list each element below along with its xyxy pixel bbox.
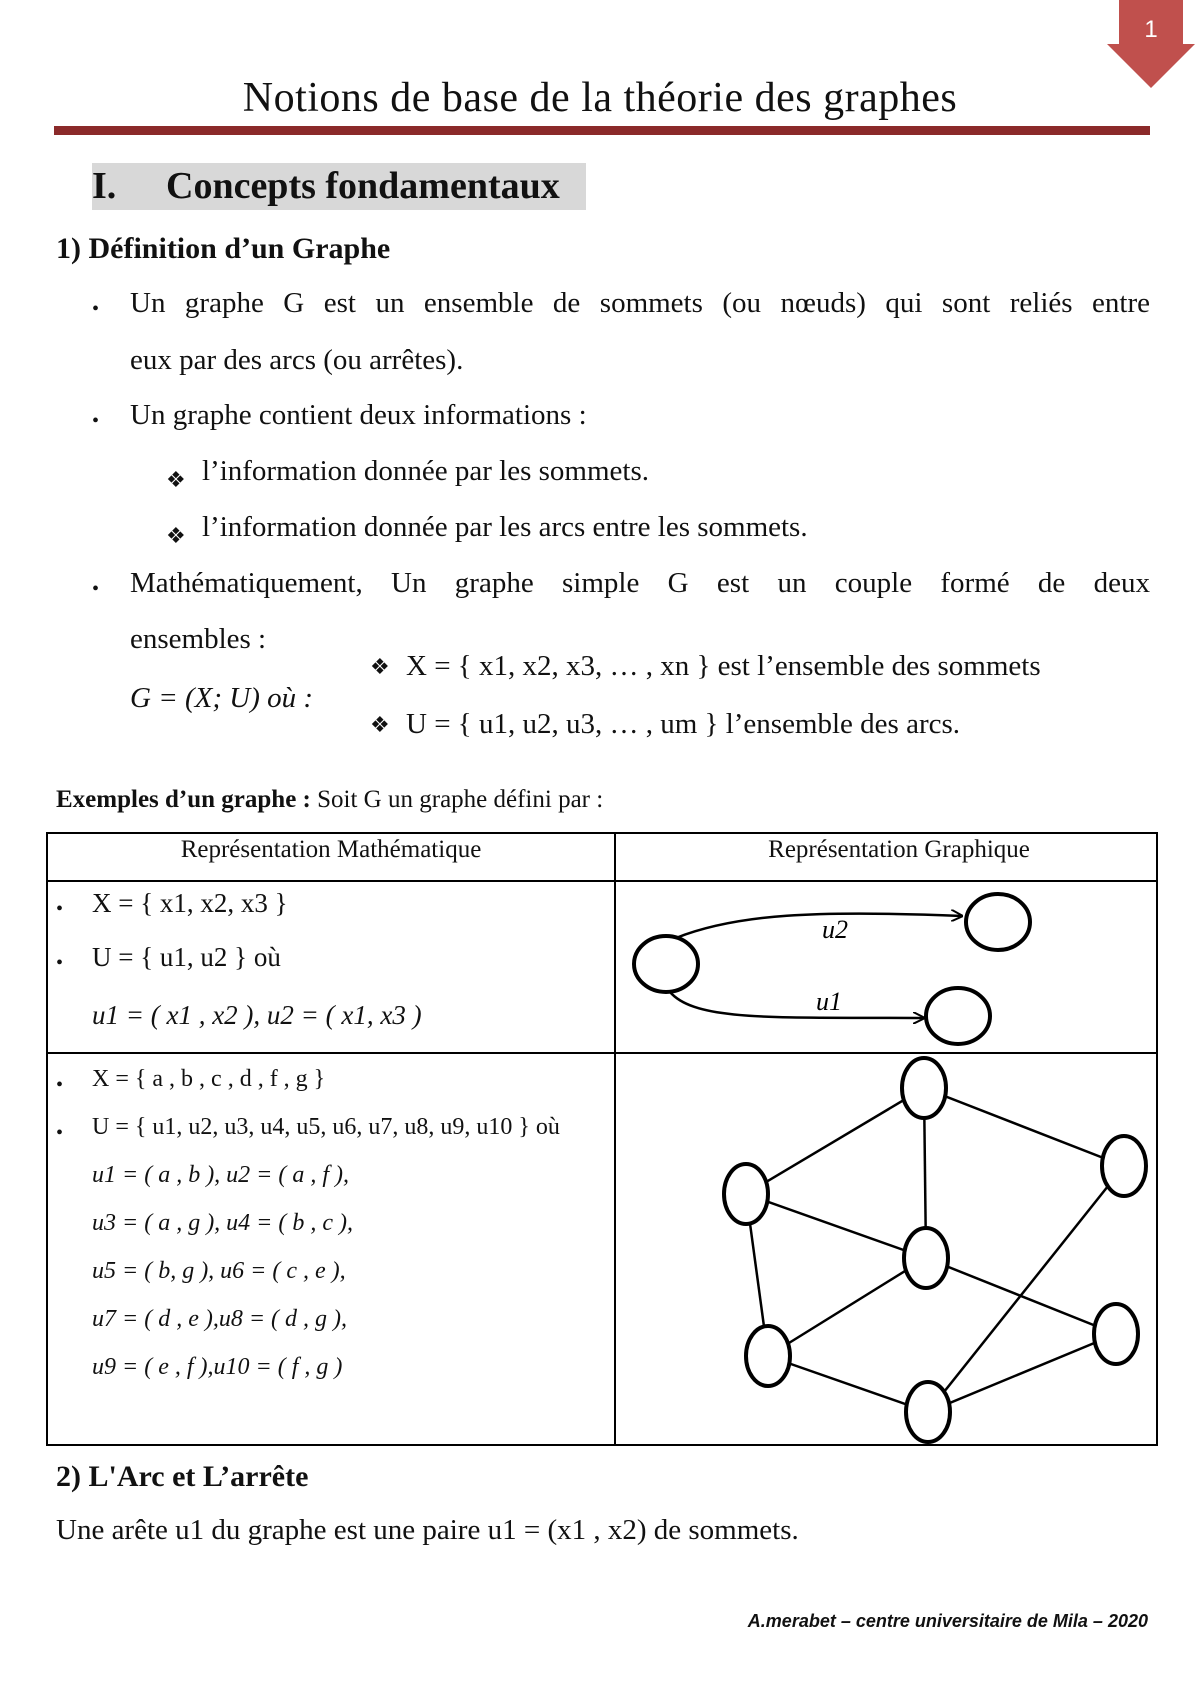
examples-intro-text: Soit G un graphe défini par :	[310, 786, 604, 813]
graph-diagram-1	[616, 882, 1156, 1050]
row2-edge-def-3: u5 = ( b, g ), u6 = ( c , e ),	[92, 1258, 346, 1284]
formula-g: G = (X; U) où :	[130, 682, 314, 714]
examples-intro-bold: Exemples d’un graphe :	[56, 786, 311, 813]
diamond-bullet-icon: ❖	[370, 712, 390, 737]
set-u-definition: U = { u1, u2, u3, … , um } l’ensemble des arcs.	[406, 708, 961, 740]
table-header-graphic: Représentation Graphique	[768, 836, 1030, 863]
page-footer: A.merabet – centre universitaire de Mila – 2020	[747, 1611, 1148, 1631]
paragraph-graph-definition-line1: Un graphe G est un ensemble de sommets (ou nœuds) qui sont reliés entre	[130, 287, 1150, 319]
section-number: I.	[92, 165, 117, 207]
subsection-title-2: 2) L'Arc et L’arrête	[56, 1460, 309, 1493]
node-x2	[966, 894, 1030, 950]
bullet-dot: •	[56, 898, 64, 920]
paragraph-math-definition-line1: Mathématiquement, Un graphe simple G est un couple formé de deux	[130, 567, 1150, 599]
bullet-dot: •	[92, 298, 100, 320]
bullet-dot: •	[92, 578, 100, 600]
info-vertices: l’information donnée par les sommets.	[202, 455, 649, 487]
row2-edge-def-2: u3 = ( a , g ), u4 = ( b , c ),	[92, 1210, 354, 1236]
edge-u1	[670, 992, 924, 1018]
paragraph-edge-definition: Une arête u1 du graphe est une paire u1 = (x1 , x2) de sommets.	[56, 1514, 799, 1546]
info-arcs: l’information donnée par les arcs entre les sommets.	[202, 511, 808, 543]
graph-edge	[746, 1088, 924, 1194]
diamond-bullet-icon: ❖	[370, 654, 390, 679]
row2-x-set: X = { a , b , c , d , f , g }	[92, 1066, 326, 1092]
edge-label-u2: u2	[822, 915, 848, 944]
diamond-bullet-icon: ❖	[166, 523, 186, 548]
row2-edge-def-1: u1 = ( a , b ), u2 = ( a , f ),	[92, 1162, 350, 1188]
graph-node	[724, 1164, 768, 1224]
row1-x-set: X = { x1, x2, x3 }	[92, 888, 288, 918]
paragraph-graph-definition-line2: eux par des arcs (ou arrêtes).	[130, 344, 464, 376]
graph-node	[904, 1228, 948, 1288]
section-title: Concepts fondamentaux	[166, 165, 560, 207]
row2-u-set: U = { u1, u2, u3, u4, u5, u6, u7, u8, u9, u10 } où	[92, 1114, 560, 1140]
graph-edge	[768, 1356, 928, 1412]
graph-node	[1102, 1136, 1146, 1196]
row2-edge-def-5: u9 = ( e , f ),u10 = ( f , g )	[92, 1354, 343, 1380]
row1-u-set: U = { u1, u2 } où	[92, 942, 281, 972]
row2-edge-def-4: u7 = ( d , e ),u8 = ( d , g ),	[92, 1306, 348, 1332]
bullet-dot: •	[56, 952, 64, 974]
graph-diagram-2	[616, 1054, 1156, 1444]
node-x3	[926, 988, 990, 1044]
examples-intro	[56, 786, 603, 814]
row1-edge-definitions: u1 = ( x1 , x2 ), u2 = ( x1, x3 )	[92, 1000, 422, 1030]
graph-node	[902, 1058, 946, 1118]
graph-node	[906, 1382, 950, 1442]
graph-edge	[924, 1088, 1124, 1166]
graph-edge	[928, 1166, 1124, 1412]
graph-edge	[746, 1194, 926, 1258]
edge-u2	[676, 914, 962, 938]
diamond-bullet-icon: ❖	[166, 467, 186, 492]
header-rule	[54, 126, 1150, 135]
graph-node	[746, 1326, 790, 1386]
paragraph-math-definition-line2: ensembles :	[130, 623, 267, 655]
graph-edge	[928, 1334, 1116, 1412]
bullet-dot: •	[92, 410, 100, 432]
paragraph-two-informations: Un graphe contient deux informations :	[130, 399, 587, 431]
set-x-definition: X = { x1, x2, x3, … , xn } est l’ensemble des sommets	[406, 650, 1041, 682]
page-title: Notions de base de la théorie des graphes	[242, 75, 958, 121]
graph-node	[1094, 1304, 1138, 1364]
table-header-math: Représentation Mathématique	[180, 836, 482, 863]
node-x1	[634, 936, 698, 992]
edge-label-u1: u1	[816, 987, 842, 1016]
graph-edge	[768, 1258, 926, 1356]
bullet-dot: •	[56, 1074, 64, 1096]
subsection-title-1: 1) Définition d’un Graphe	[56, 232, 391, 265]
bullet-dot: •	[56, 1122, 64, 1144]
page-number: 1	[1144, 16, 1158, 43]
